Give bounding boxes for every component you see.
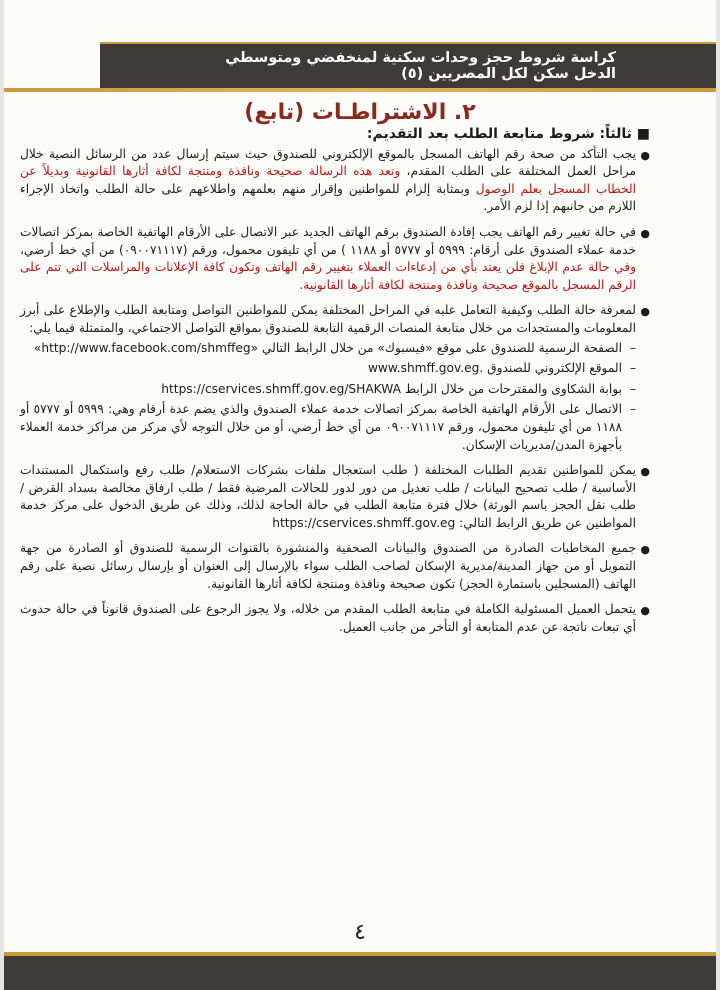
paragraph-text: لمعرفة حالة الطلب وكيفية التعامل عليه في المراحل المختلفة يمكن للمواطنين التواصل ومتابعة الطلب والإطلاع على أبرز المعلومات والمستجدات من خلال متابعة المنصات الرقمية التابعة للصندوق بمواقع التواصل الاجتماعي، والمتمثلة فيما يلي: — [20, 303, 636, 335]
list-item-text: الاتصال على الأرقام الهاتفية الخاصة بمركز اتصالات خدمة عملاء الصندوق والذي يضم عدة أرقام وهي: ٥٩٩٩ أو ٥٧٧٧ أو ١١٨٨ من أي تليفون محمول، ورقم ٠٩٠٠٧١١١٧ من أي خط أرضي، أو من خلال التوجه لأي مركز من مراكز خدمة العملاء بأجهزة المدن/مديريات الإسكان. — [20, 402, 622, 452]
paragraph — [20, 302, 650, 454]
document-page — [4, 0, 716, 990]
paragraph — [20, 462, 650, 532]
bullet-icon: ● — [640, 465, 650, 479]
paragraph-text: يمكن للمواطنين تقديم الطلبات المختلفة ( طلب استعجال ملفات بشركات الاستعلام/ طلب رفع واستكمال المستندات الأساسية / طلب تصحيح البيانات / طلب تعديل من دور لدور للحالات المرضية فقط / طلب ارفاق مخالصة بسداد القرض / طلب نقل الحجز باسم الورثة) خلال فترة متابعة الطلب في حالة الحاجة لذلك، وذلك عن طريق الدخول على مركز خدمة المواطنين عن طريق الرابط التالي: — [20, 463, 636, 530]
subheading-text: ثالثاً: شروط متابعة الطلب بعد التقديم: — [366, 126, 632, 142]
dash-icon: – — [629, 361, 636, 376]
list-item-text: الصفحة الرسمية للصندوق على موقع «فيسبوك» من خلال الرابط التالي — [261, 340, 622, 355]
dash-icon: – — [629, 402, 636, 417]
document-body — [20, 126, 650, 644]
paragraph — [20, 601, 650, 636]
list-item-text: بوابة الشكاوى والمقترحات من خلال الرابط — [404, 381, 622, 396]
website-link[interactable]: www.shmff.gov.eg. — [367, 361, 484, 376]
bullet-icon: ● — [640, 543, 650, 557]
paragraph-text: في حالة تغيير رقم الهاتف يجب إفادة الصندوق برقم الهاتف الجديد عبر الاتصال على الأرقام الهاتفية الخاصة بمركز اتصالات خدمة عملاء الصندوق على أرقام: ٥٩٩٩ أو ٥٧٧٧ أو ١١٨٨ ) من أي تليفون محمول، ورقم (٠٩٠٠٧١١١٧) من أي خط أرضي، — [20, 224, 637, 257]
paragraph-emphasis: وفي حالة عدم الإبلاغ فلن يعتد بأي من إدعاءات العملاء بتغيير رقم الهاتف وتكون كافة الإعلانات والمراسلات التي تتم على الرقم المسجل بالموقع صحيحة ونافذة ومنتجة لكافة أثارها القانونية. — [20, 260, 636, 292]
list-item — [20, 340, 636, 358]
complaints-portal-link[interactable]: https://cservices.shmff.gov.eg/SHAKWA — [161, 381, 401, 396]
header-title: كراسة شروط حجز وحدات سكنية لمنخفضي ومتوسطي الدخل سكن لكل المصريين (٥) — [225, 50, 616, 82]
paragraph-text: جميع المخاطبات الصادرة من الصندوق والبيانات الصحفية والمنشورة بالقنوات الرسمية للصندوق أو الصادرة من جهة التمويل أو من جهاز المدينة/مديرية الإسكان لصاحب الطلب سواء بالإرسال إلى العنوان أو بإرسال رسائل نصية على رقم الهاتف (المسجلين باستمارة الحجز) تكون صحيحة ونافذة ومنتجة لكافة أثارها القانونية. — [20, 541, 636, 591]
paragraph — [20, 224, 650, 294]
subheading — [20, 126, 650, 144]
footer-band — [4, 956, 716, 990]
paragraph — [20, 146, 650, 216]
list-item — [20, 360, 636, 378]
bullet-icon: ● — [640, 305, 650, 319]
paragraph-text: يجب التأكد من صحة رقم الهاتف المسجل بالموقع الإلكتروني للصندوق حيث سيتم إرسال عدد من الرسائل النصية خلال مراحل العمل المختلفة على الطلب المقدم، — [20, 146, 636, 179]
bullet-icon: ● — [640, 148, 650, 162]
list-item — [20, 381, 636, 399]
section-title: ٢. الاشتراطـات (تابع) — [244, 100, 476, 125]
paragraph — [20, 540, 650, 593]
paragraph-text: يتحمل العميل المسئولية الكاملة في متابعة الطلب المقدم من خلاله، ولا يجوز الرجوع على الصندوق قانوناً في حالة حدوث أي تبعات ناتجة عن عدم المتابعة أو التأخر من جانب العميل. — [20, 602, 636, 634]
list-item — [20, 401, 636, 454]
list-item-text: الموقع الإلكتروني للصندوق — [487, 361, 622, 376]
dash-icon: – — [629, 340, 636, 355]
citizen-services-link[interactable]: https://cservices.shmff.gov.eg — [272, 515, 456, 530]
dash-icon: – — [629, 381, 636, 396]
header-gold-stripe — [4, 88, 716, 92]
paragraph-emphasis: وتعد هذه الرسالة صحيحة ونافذة ومنتجة لكافة أثارها القانونية وبديلاً عن الخطاب المسجل بعلم الوصول — [20, 164, 636, 196]
square-bullet-icon: ■ — [631, 126, 650, 142]
facebook-link[interactable]: «http://www.facebook.com/shmffeg» — [33, 340, 259, 355]
bullet-icon: ● — [640, 226, 650, 240]
paragraph-text-continued: وبمثابة إلزام للمواطنين وإقرار منهم بعلمهم واطلاعهم على حالة الطلب واتخاذ الإجراء اللازم من جانبهم إذا لزم الأمر. — [20, 181, 636, 214]
bullet-icon: ● — [640, 604, 650, 618]
page-number: ٤ — [354, 920, 366, 945]
